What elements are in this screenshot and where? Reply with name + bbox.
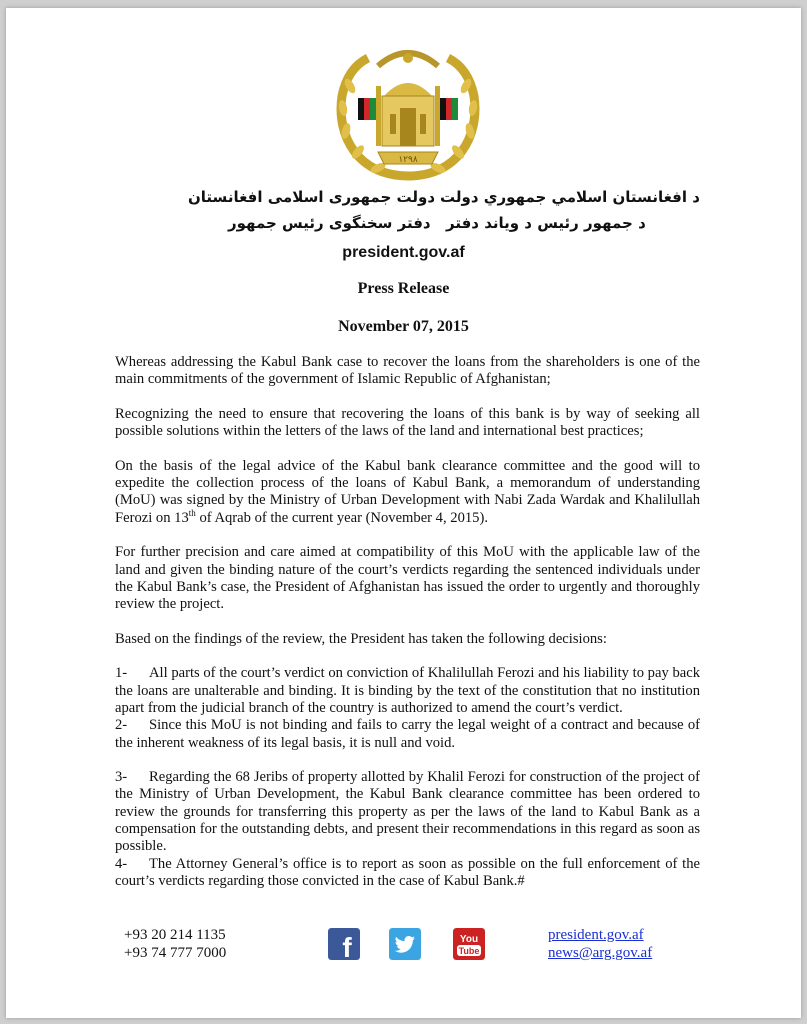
twitter-icon[interactable] <box>389 928 421 960</box>
youtube-you: You <box>459 934 479 945</box>
phone-1: +93 20 214 1135 <box>124 927 226 943</box>
paragraph-4: For further precision and care aimed at compatibility of this MoU with the applicable law of the land and given the binding nature of the court’s verdicts regarding the sentenced individuals under the Kabul Bank’s case, the President of Afghanistan has issued the order to urgently and thoroughly review the project. <box>115 544 700 613</box>
decision-item: 3- Regarding the 68 Jeribs of property allotted by Khalil Ferozi for construction of the project of the Ministry of Urban Development, the Kabul Bank clearance committee has been ordered to review the grounds for transferring this property as per the laws of the land to Kabul Bank as a compensation for the outstanding debts, and present their recommendations in this regard as soon as possible. <box>115 769 700 855</box>
phone-numbers <box>124 926 226 962</box>
release-date: November 07, 2015 <box>338 318 469 335</box>
facebook-glyph: f <box>342 932 352 960</box>
page-title: Press Release <box>357 280 450 297</box>
farsi-line-2: دفتر سخنگوی رئیس جمهور <box>228 214 431 232</box>
decision-item: 4- The Attorney General’s office is to report as soon as possible on the full enforcement of the court’s verdicts regarding those convicted in the case of Kabul Bank.# <box>115 855 700 889</box>
press-release-page <box>6 8 801 1018</box>
website-link[interactable]: president.gov.af <box>548 927 644 943</box>
paragraph-3-text: On the basis of the legal advice of the Kabul bank clearance committee and the good will to expedite the collection process of the loans of Kabul Bank, a memorandum of understanding (MoU) was signed by the Ministry of Urban Development with Nabi Zada Wardak and Khalilullah Ferozi on 13 <box>115 457 700 526</box>
ordinal-suffix: th <box>188 507 196 518</box>
decision-item: 2- Since this MoU is not binding and fails to carry the legal weight of a contract and because of the inherent weakness of its legal basis, it is null and void. <box>115 717 700 751</box>
pashto-line-1: د افغانستان اسلامي جمهوري دولت <box>440 188 700 206</box>
emblem-year: ١٢٩٨ <box>398 155 418 165</box>
paragraph-3-text-end: of Aqrab of the current year (November 4, 2015). <box>195 509 488 526</box>
facebook-icon[interactable] <box>328 928 360 960</box>
phone-2: +93 74 777 7000 <box>124 945 227 961</box>
footer-links <box>548 926 652 962</box>
paragraph-2: Recognizing the need to ensure that recovering the loans of this bank is by way of seeking all possible solutions within the letters of the laws of the land and international best practices; <box>115 405 700 440</box>
header-website: president.gov.af <box>342 244 465 261</box>
youtube-icon[interactable] <box>453 928 485 960</box>
farsi-line-1: دولت جمهوری اسلامی افغانستان <box>188 188 436 206</box>
paragraph-5: Based on the findings of the review, the President has taken the following decisions: <box>115 630 607 647</box>
pashto-line-2: د جمهور رئیس د ویاند دفتر <box>446 214 646 232</box>
email-link[interactable]: news@arg.gov.af <box>548 945 653 961</box>
paragraph-1: Whereas addressing the Kabul Bank case to recover the loans from the shareholders is one of the main commitments of the government of Islamic Republic of Afghanistan; <box>115 354 700 388</box>
press-release-body <box>115 354 700 890</box>
youtube-tube: Tube <box>458 946 480 956</box>
decision-item: 1- All parts of the court’s verdict on conviction of Khalilullah Ferozi and his liability to pay back the loans are unalterable and binding. It is binding by the text of the constitution that no institution apart from the judicial branch of the country is authorized to amend the court’s verdict. <box>115 665 700 716</box>
afghanistan-emblem-icon <box>328 36 488 186</box>
paragraph-3 <box>115 458 700 527</box>
